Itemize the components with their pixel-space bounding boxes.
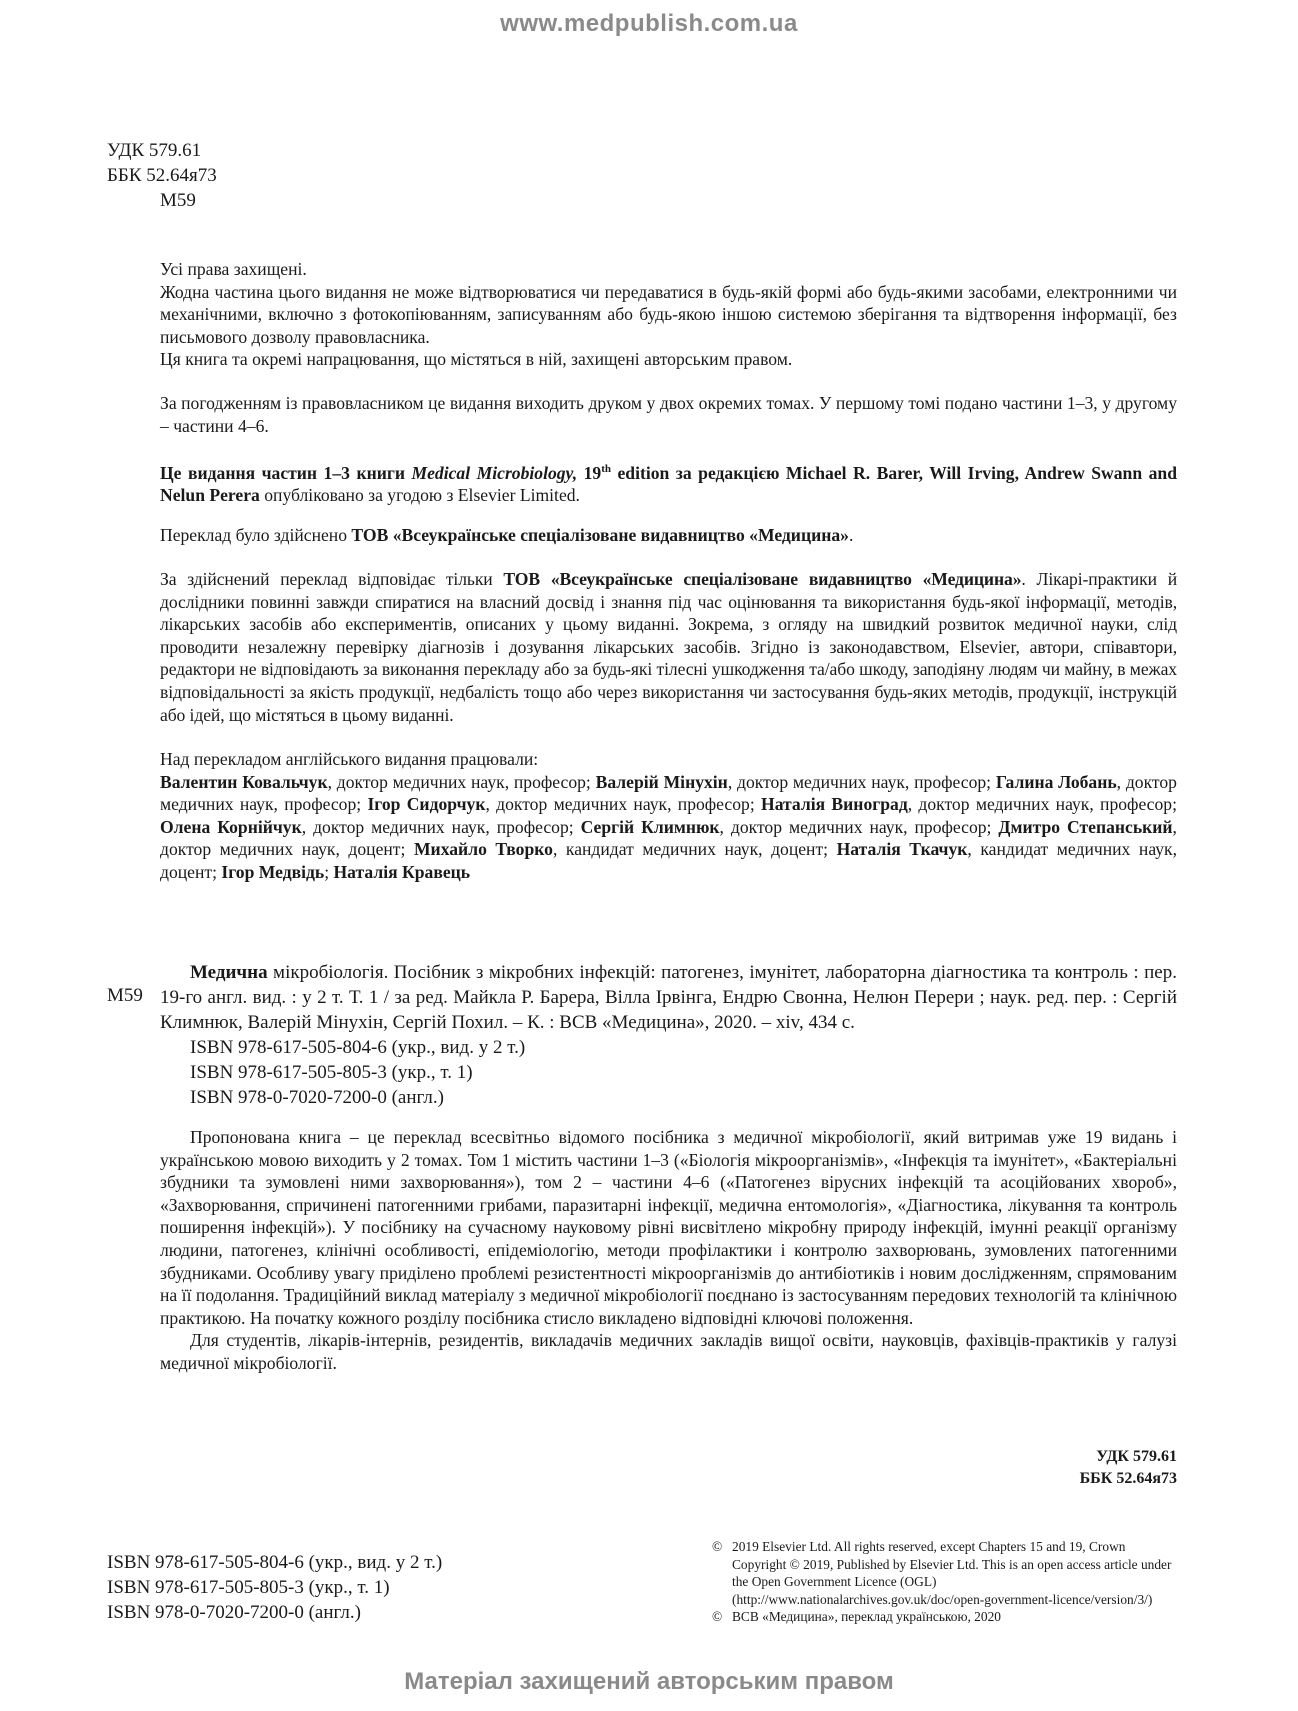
translators-intro: Над перекладом англійського видання працювали: [160, 749, 539, 769]
translation-notice: Переклад було здійснено ТОВ «Всеукраїнське спеціалізоване видавництво «Медицина». [160, 525, 854, 545]
translator-role: , доктор медичних наук, професор; [719, 816, 999, 837]
udk-code: УДК 579.61 [107, 140, 202, 161]
disclaimer: За здійснений переклад відповідає тільки ТОВ «Всеукраїнське спеціалізоване видавництво «Медицина». Лікарі-практики й дослідники повинні завжди спиратися на власний досвід і знання під час оцінювання та використання будь-якої інформації, методів, лікарських засобів або експериментів, описаних у цьому виданні. Зокрема, з огляду на швидкий розвиток медичної науки, слід проводити незалежну перевірку діагнозів і дозування лікарських засобів. Згідно із законодавством, Elsevier, автори, співавтори, редактори не відповідають за виконання перекладу або за будь-які тілесні ушкодження та/або шкоду, заподіяну людям чи майну, в межах відповідальності за якість продукції, недбалість тощо або через використання чи застосування будь-яких методів, продукції, інструкцій або ідей, що містяться в цьому виданні. [160, 569, 1178, 725]
catalog-record [160, 960, 1177, 1110]
catalog-mark: М59 [107, 985, 143, 1006]
translator-role: , доктор медичних наук, професор; [907, 794, 1177, 815]
udk-code-right: УДК 579.61 [1096, 1448, 1177, 1465]
translator-role: , доктор медичних наук, професор; [301, 816, 581, 837]
isbn-2: ISBN 978-617-505-805-3 (укр., т. 1) [107, 1577, 390, 1598]
classification-codes-right [1080, 1446, 1177, 1490]
copyright-icon: © [712, 1609, 723, 1625]
translator-name: Олена Корнійчук [160, 816, 302, 837]
catalog-isbn-1: ISBN 978-617-505-804-6 (укр., вид. у 2 т.) [190, 1037, 526, 1058]
translator-role: , доктор медичних наук, професор; [327, 771, 596, 792]
translator-name: Наталія Ткачук [836, 839, 968, 860]
annotation-paragraph-1: Пропонована книга – це переклад всесвітньо відомого посібника з медичної мікробіології, який витримав уже 19 видань і українською мовою виходить у 2 томах. Том 1 містить частини 1–3 («Біологія мікроорганізмів», «Інфекція та імунітет», «Бактеріальні збудники та зумовлені ними захворювання»), том 2 – частини 4–6 («Патогенез вірусних інфекцій та асоційованих хвороб», «Захворювання, спричинені патогенними грибами, паразитарні інфекції, медична ентомологія», «Діагностика, лікування та контроль поширення інфекцій»). У посібнику на сучасному науковому рівні висвітлено мікробну природу інфекцій, імунні реакції організму людини, патогенез, клінічні особливості, епідеміологію, методи профілактики і контролю захворювань, зумовлених патогенними збудниками. Особливу увагу приділено проблемі резистентності мікроорганізмів до антибіотиків і новим дослідженням, спрямованим на її подолання. Традиційний виклад матеріалу з медичної мікробіології поєднано із застосуванням передових технологій та клінічною практикою. На початку кожного розділу посібника стисло викладено відповідні ключові положення. [160, 1127, 1177, 1328]
catalog-isbn-2: ISBN 978-617-505-805-3 (укр., т. 1) [190, 1062, 473, 1083]
translator-role: , кандидат медичних наук, доцент; [160, 839, 1177, 882]
copyright-watermark: Матеріал захищений авторським правом [404, 1668, 894, 1695]
edition-notice: Це видання частин 1–3 книги Medical Microbiology, 19th edition за редакцією Michael R. Barer, Will Irving, Andrew Swann and Nelun Perera опубліковано за угодою з Elsevier Limited. [160, 462, 1177, 506]
catalog-isbn-3: ISBN 978-0-7020-7200-0 (англ.) [190, 1087, 444, 1108]
translator-name: Валерій Мінухін [595, 771, 728, 792]
translator-role: , доктор медичних наук, професор; [160, 771, 1177, 815]
copyright-icon: © [712, 1539, 723, 1554]
translators [160, 748, 1177, 884]
translator-name: Валентин Ковальчук [160, 771, 328, 792]
translator-role: , доктор медичних наук, професор; [727, 771, 996, 792]
rights-line-1: Усі права захищені. [160, 259, 307, 279]
site-url-watermark: www.medpublish.com.ua [500, 10, 798, 37]
rights-line-3: Ця книга та окремі напрацювання, що містяться в ній, захищені авторським правом. [160, 349, 793, 370]
translator-name: Михайло Творко [413, 839, 553, 860]
isbn-3: ISBN 978-0-7020-7200-0 (англ.) [107, 1602, 361, 1623]
agreement-notice: За погодженням із правовласником це видання виходить друком у двох окремих томах. У першому томі подано частини 1–3, у другому – частини 4–6. [160, 393, 1177, 436]
catalog-title: Медична [190, 962, 268, 983]
catalog-description: мікробіологія. Посібник з мікробних інфекцій: патогенез, імунітет, лабораторна діагностика та контроль : пер. 19-го англ. вид. : у 2 т. Т. 1 / за ред. Майкла Р. Барера, Вілла Ірвінга, Ендрю Свонна, Нелюн Перери ; наук. ред. пер. : Сергій Климнюк, Валерій Мінухін, Сергій Похил. – К. : ВСВ «Медицина», 2020. – xiv, 434 с. [160, 962, 1177, 1033]
author-mark: М59 [160, 190, 196, 211]
classification-codes [107, 138, 217, 213]
translator-role: , доктор медичних наук, професор; [485, 794, 762, 815]
translators-list [160, 771, 1177, 884]
translator-name: Наталія Кравець [333, 861, 471, 882]
rights-notice [160, 258, 1177, 371]
translator-role: , кандидат медичних наук, доцент; [552, 839, 837, 860]
bbk-code-right: ББК 52.64я73 [1079, 1470, 1177, 1487]
translator-name: Сергій Климнюк [580, 816, 720, 837]
annotation-paragraph-2: Для студентів, лікарів-інтернів, резидентів, викладачів медичних закладів вищої освіти, науковців, фахівців-практиків у галузі медичної мікробіології. [160, 1330, 1177, 1373]
isbn-list [107, 1550, 442, 1625]
translator-role: , доктор медичних наук, доцент; [160, 816, 1177, 860]
translator-role: ; [324, 861, 334, 882]
translator-name: Дмитро Степанський [998, 816, 1173, 837]
annotation [160, 1126, 1177, 1375]
translator-name: Галина Лобань [995, 771, 1117, 792]
translator-name: Ігор Медвідь [221, 861, 325, 882]
bbk-code: ББК 52.64я73 [107, 165, 217, 186]
translator-name: Наталія Виноград [761, 794, 908, 815]
copyright-notice: © 2019 Elsevier Ltd. All rights reserved, except Chapters 15 and 19, Crown Copyright © 2019, Published by Elsevier Ltd. This is an open access article under the Open Government Licence (OGL) (http://www.nationalarchives.gov.uk/doc/open-government-licence/version/3/) © ВСВ «Медицина», переклад українською, 2020 [712, 1539, 1172, 1625]
isbn-1: ISBN 978-617-505-804-6 (укр., вид. у 2 т.) [107, 1552, 443, 1573]
translator-name: Ігор Сидорчук [367, 794, 486, 815]
rights-line-2: Жодна частина цього видання не може відтворюватися чи передаватися в будь-якій формі або будь-якими засобами, електронними чи механічними, включно з фотокопіюванням, записуванням або будь-якою іншою системою зберігання та відтворення інформації, без письмового дозволу правовласника. [160, 281, 1177, 347]
